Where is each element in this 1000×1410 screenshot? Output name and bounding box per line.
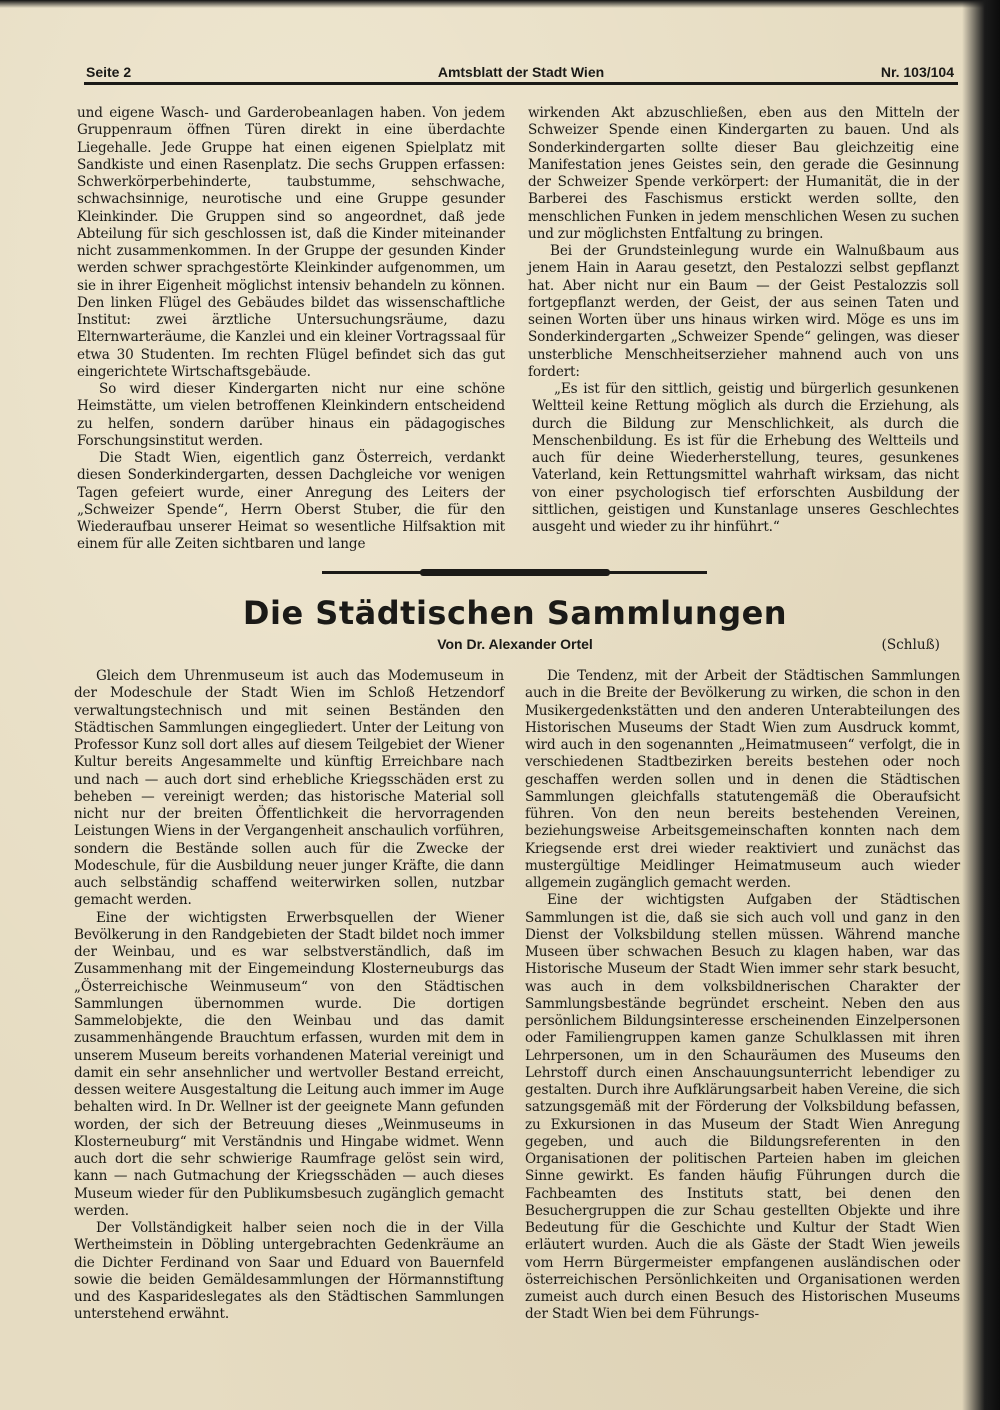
continuation-note: (Schluß) <box>881 637 940 653</box>
previous-article-left-column <box>77 105 505 554</box>
paragraph: Gleich dem Uhrenmuseum ist auch das Modemuseum in der Modeschule der Stadt Wien im Schloß Hetzendorf verwaltungstechnisch und mit seinen Beständen den Städtischen Sammlungen eingegliedert. Unter der Leitung von Professor Kunz soll dort alles auf diesem Teilgebiet der Wiener Kultur bereits Angesammelte und künftig Erreichbare nach und nach — auch dort sind erhebliche Kriegsschäden erst zu beheben — vereinigt werden; das historische Material soll nicht nur der breiten Öffentlichkeit die hervorragenden Leistungen Wiens in der Vergangenheit anschaulich vorführen, sondern die Bestände sollen auch für die Zwecke der Modeschule, für die Ausbildung neuer junger Kräfte, die dann auch selbständig schaffend weiterwirken sollen, nutzbar gemacht werden. <box>74 668 504 909</box>
paragraph: Der Vollständigkeit halber seien noch die in der Villa Wertheimstein in Döbling untergebrachten Gedenkräume an die Dichter Ferdinand von Saar und Eduard von Bauernfeld sowie die beiden Gemäldesammlungen der Hörmannstiftung und des Kasparideslegates als den Städtischen Sammlungen unterstehend erwähnt. <box>74 1220 504 1323</box>
article-right-column <box>525 668 960 1324</box>
pestalozzi-quote: „Es ist für den sittlich, geistig und bürgerlich gesunkenen Weltteil keine Rettung möglich als durch die Erziehung, als durch die Bildung zur Menschlichkeit, als durch die Menschenbildung. Es ist für die Erhebung des Weltteils und auch für deine Wiederherstellung, teures, gesunkenes Vaterland, kein Rettungsmittel wahrhaft wirksam, das nicht von einer psychologisch tief erforschten Ausbildung der sittlichen, geistigen und Kunstanlage unseres Geschlechtes ausgeht und wieder zu ihr hinführt.“ <box>532 381 959 535</box>
paragraph: Bei der Grundsteinlegung wurde ein Walnußbaum aus jenem Hain in Aarau gesetzt, den Pestalozzi selbst gepflanzt hat. Aber nicht nur ein Baum — der Geist Pestalozzis soll fortgepflanzt werden, der Geist, der aus seinen Taten und seinen Worten über uns hinaus wirken wird. Möge es uns im Sonderkindergarten „Schweizer Spende“ gelingen, was dieser unsterbliche Menschheitserzieher mahnend auch von uns fordert: <box>528 243 959 380</box>
page-number: Seite 2 <box>86 64 132 80</box>
article-title: Die Städtischen Sammlungen <box>242 594 788 632</box>
article-left-column <box>74 668 504 1324</box>
previous-article-right-column <box>528 105 959 536</box>
paragraph: wirkenden Akt abzuschließen, eben aus den Mitteln der Schweizer Spende einen Kindergarten zu bauen. Und als Sonderkindergarten sollte dieser Bau gleichzeitig eine Manifestation jenes Geistes sein, den gerade die Gesinnung der Schweizer Spende verkörpert: der Humanität, die in der Barberei des Faschismus erstickt werden sollte, den menschlichen Funken in jedem menschlichen Wesen zu suchen und zur möglichsten Entfaltung zu bringen. <box>528 105 959 242</box>
article-byline: Von Dr. Alexander Ortel <box>437 636 593 652</box>
paragraph: und eigene Wasch- und Garderobeanlagen haben. Von jedem Gruppenraum öffnen Türen direkt in eine überdachte Liegehalle. Jede Gruppe hat einen eigenen Spielplatz mit Sandkiste und einen Rasenplatz. Die sechs Gruppen erfassen: Schwerkörperbehinderte, taubstumme, sehschwache, schwachsinnige, neurotische und eine Gruppe gesunder Kleinkinder. Die Gruppen sind so angeordnet, daß jede Abteilung für sich geschlossen ist, daß die Kinder miteinander nicht zusammenkommen. In der Gruppe der gesunden Kinder werden schwer sprachgestörte Kleinkinder aufgenommen, um sie in ihrer Eigenheit möglichst intensiv behandeln zu können. Den linken Flügel des Gebäudes bildet das wissenschaftliche Institut: zwei ärztliche Untersuchungsräume, dazu Elternwarteräume, die Kanzlei und ein kleiner Vortragssaal für etwa 30 Studenten. Im rechten Flügel befindet sich das gut eingerichtete Wirtschaftsgebäude. <box>77 105 505 380</box>
scan-edge-right <box>962 0 1000 1410</box>
article-separator-accent <box>420 569 610 576</box>
paragraph: So wird dieser Kindergarten nicht nur eine schöne Heimstätte, um vielen betroffenen Kleinkindern entscheidend zu helfen, sondern darüber hinaus ein pädagogisches Forschungsinstitut werden. <box>77 381 505 449</box>
paragraph: Eine der wichtigsten Erwerbsquellen der Wiener Bevölkerung in den Randgebieten der Stadt bildet noch immer der Weinbau, und es war selbstverständlich, daß im Zusammenhang mit der Eingemeindung Klosterneuburgs das „Österreichische Weinmuseum“ von den Städtischen Sammlungen übernommen wurde. Die dortigen Sammelobjekte, die den Weinbau und das damit zusammenhängende Brauchtum erfassen, wurden mit dem in unserem Museum bereits vorhandenen Material vereinigt und damit ein sehr ansehnlicher und wertvoller Bestand erreicht, dessen weitere Ausgestaltung die Leitung auch immer im Auge behalten wird. In Dr. Wellner ist der geeignete Mann gefunden worden, der sich der Betreuung dieses „Weinmuseums in Klosterneuburg“ mit Verständnis und Hingabe widmet. Wenn auch dort die sehr schwierige Raumfrage gelöst sein wird, kann — nach Gutmachung der Kriegsschäden — auch dieses Museum wieder für den Publikumsbesuch zugänglich gemacht werden. <box>74 909 504 1219</box>
issue-number: Nr. 103/104 <box>880 64 954 80</box>
paragraph: Die Tendenz, mit der Arbeit der Städtischen Sammlungen auch in die Breite der Bevölkerung zu wirken, die schon in den Musikergedenkstätten und den anderen Unterabteilungen des Historischen Museums der Stadt Wien zum Ausdruck kommt, wird auch in den sogenannten „Heimatmuseen“ verfolgt, die in verschiedenen Stadtbezirken bereits bestehen oder noch geschaffen werden sollen und in denen die Städtischen Sammlungen gleichfalls statutengemäß die Oberaufsicht führen. Von den neun bereits bestehenden Vereinen, beziehungsweise Arbeitsgemeinschaften konnten nach dem Kriegsende erst drei wieder reaktiviert und zunächst das mustergültige Meidlinger Heimatmuseum auch wieder allgemein zugänglich gemacht werden. <box>525 668 960 891</box>
paragraph: Die Stadt Wien, eigentlich ganz Österreich, verdankt diesen Sonderkindergarten, dessen Dachgleiche vor wenigen Tagen gefeiert wurde, einer Anregung des Leiters der „Schweizer Spende“, Herrn Oberst Stuber, die für den Wiederaufbau unserer Heimat so wesentliche Hilfsaktion mit einem für alle Zeiten sichtbaren und lange <box>77 450 505 553</box>
header-rule <box>84 82 958 85</box>
publication-title: Amtsblatt der Stadt Wien <box>437 64 605 80</box>
running-head <box>84 62 958 84</box>
paragraph: Eine der wichtigsten Aufgaben der Städtischen Sammlungen ist die, daß sie sich auch voll und ganz in den Dienst der Volksbildung stellen müssen. Während manche Museen über schwachen Besuch zu klagen haben, war das Historische Museum der Stadt Wien immer sehr stark besucht, was auch in dem volksbildnerischen Charakter der Sammlungsbestände begründet erscheint. Neben den aus persönlichem Bildungsinteresse erscheinenden Einzelpersonen oder Familiengruppen kamen ganze Schulklassen mit ihren Lehrpersonen, um in den Schauräumen des Museums den Lehrstoff durch einen Anschauungsunterricht lebendiger zu gestalten. Durch ihre Aufklärungsarbeit haben Vereine, die sich satzungsgemäß mit der Förderung der Volksbildung befassen, zu Exkursionen in das Museum der Stadt Wien Anregung gegeben, und auch die Bildungsreferenten in den Organisationen der politischen Parteien haben im gleichen Sinne gewirkt. Es fanden häufig Führungen durch die Fachbeamten des Instituts statt, bei denen den Besuchergruppen die zur Schau gestellten Objekte und ihre Bedeutung für die Geschichte und Kultur der Stadt Wien erläutert wurden. Auch die als Gäste der Stadt Wien jeweils vom Herrn Bürgermeister empfangenen ausländischen oder österreichischen Persönlichkeiten und Organisationen werden zumeist auch durch einen Besuch des Historischen Museums der Stadt Wien bei dem Führungs- <box>525 892 960 1323</box>
scan-edge-top <box>0 0 1000 8</box>
